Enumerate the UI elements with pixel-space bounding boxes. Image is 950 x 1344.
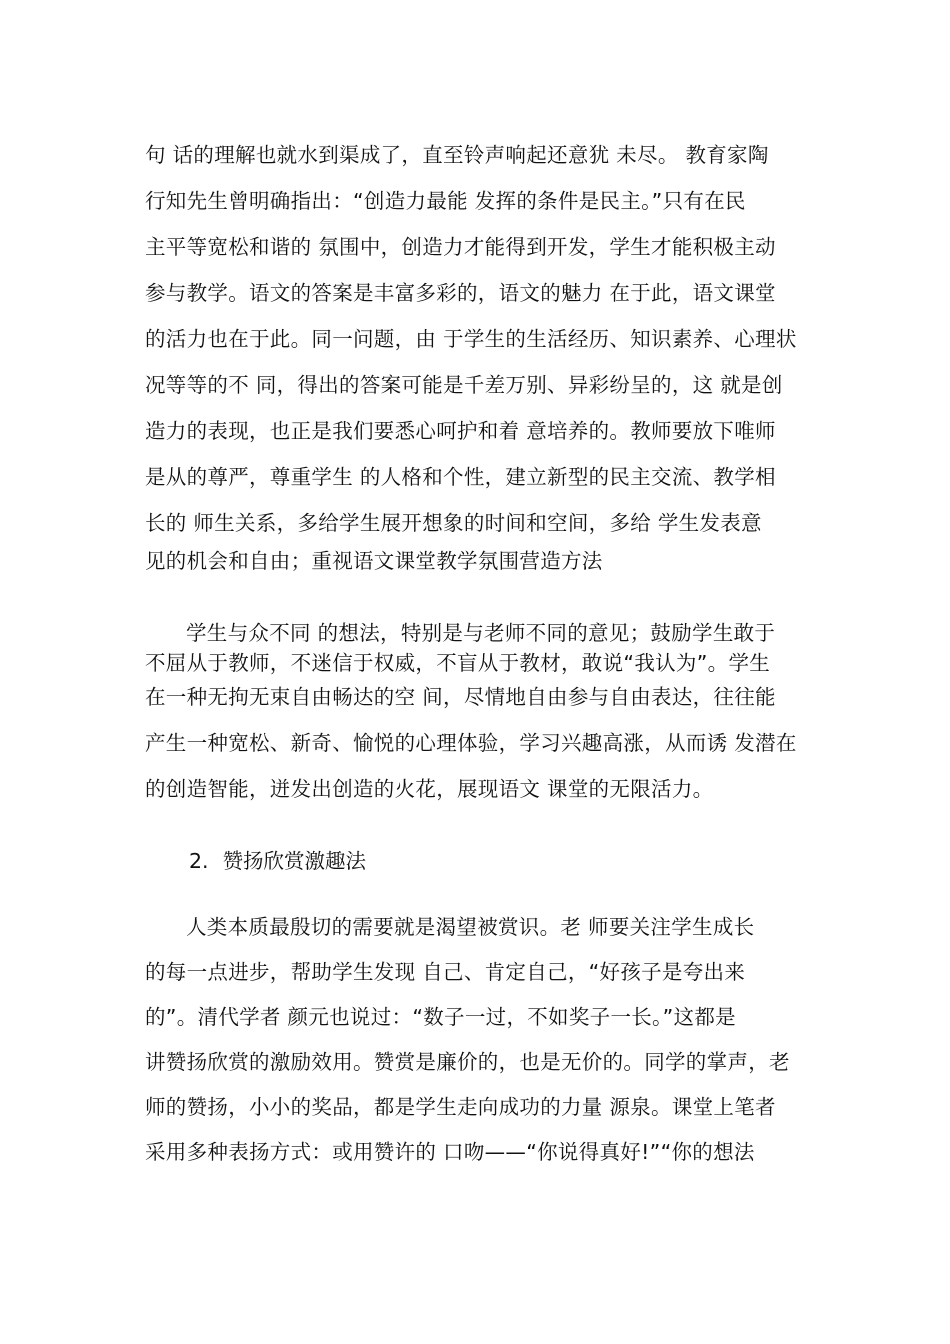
paragraph-encourage bbox=[145, 618, 810, 812]
text-line: 见的机会和自由；重视语文课堂教学氛围营造方法 bbox=[145, 549, 603, 573]
text-line: 句 话的理解也就水到渠成了，直至铃声响起还意犹 未尽。 教育家陶 bbox=[145, 143, 769, 167]
paragraph-democracy bbox=[145, 132, 810, 576]
section-heading bbox=[189, 846, 366, 876]
text-line: 长的 师生关系，多给学生展开想象的时间和空间，多给 学生发表意 bbox=[145, 511, 762, 535]
text-line: 师的赞扬，小小的奖品，都是学生走向成功的力量 源泉。课堂上笔者 bbox=[145, 1095, 776, 1119]
text-line: 的活力也在于此。同一问题，由 于学生的生活经历、知识素养、心理状 bbox=[145, 327, 797, 351]
text-line: 在一种无拘无束自由畅达的空 间，尽情地自由参与自由表达，往往能 bbox=[145, 685, 776, 709]
text-line: 讲赞扬欣赏的激励效用。赞赏是廉价的，也是无价的。同学的掌声，老 bbox=[145, 1050, 790, 1074]
text-line: 的创造智能，迸发出创造的火花，展现语文 课堂的无限活力。 bbox=[145, 777, 714, 801]
text-line: 的”。清代学者 颜元也说过：“数子一过，不如奖子一长。”这都是 bbox=[145, 1005, 736, 1029]
text-line: 是从的尊严，尊重学生 的人格和个性，建立新型的民主交流、教学相 bbox=[145, 465, 776, 489]
text-line: 参与教学。语文的答案是丰富多彩的，语文的魅力 在于此，语文课堂 bbox=[145, 281, 776, 305]
text-line: 行知先生曾明确指出：“创造力最能 发挥的条件是民主。”只有在民 bbox=[145, 189, 746, 213]
text-line: 况等等的不 同，得出的答案可能是千差万别、异彩纷呈的，这 就是创 bbox=[145, 373, 783, 397]
text-line: 人类本质最殷切的需要就是渴望被赏识。老 师要关注学生成长 bbox=[186, 915, 755, 939]
heading-text: 赞扬欣赏激趣法 bbox=[222, 849, 367, 873]
text-line: 不屈从于教师，不迷信于权威，不盲从于教材，敢说“我认为”。学生 bbox=[145, 651, 771, 675]
text-line: 造力的表现，也正是我们要悉心呵护和着 意培养的。教师要放下唯师 bbox=[145, 419, 776, 443]
text-line: 的每一点进步，帮助学生发现 自己、肯定自己，“好孩子是夸出来 bbox=[145, 960, 746, 984]
text-line: 学生与众不同 的想法，特别是与老师不同的意见；鼓励学生敢于 bbox=[186, 621, 776, 645]
heading-number: 2. bbox=[189, 849, 209, 873]
text-line: 采用多种表扬方式：或用赞许的 口吻——“你说得真好!”“你的想法 bbox=[145, 1140, 755, 1164]
text-line: 产生一种宽松、新奇、愉悦的心理体验，学习兴趣高涨，从而诱 发潜在 bbox=[145, 731, 797, 755]
paragraph-praise bbox=[145, 905, 810, 1175]
text-line: 主平等宽松和谐的 氛围中，创造力才能得到开发，学生才能积极主动 bbox=[145, 235, 776, 259]
